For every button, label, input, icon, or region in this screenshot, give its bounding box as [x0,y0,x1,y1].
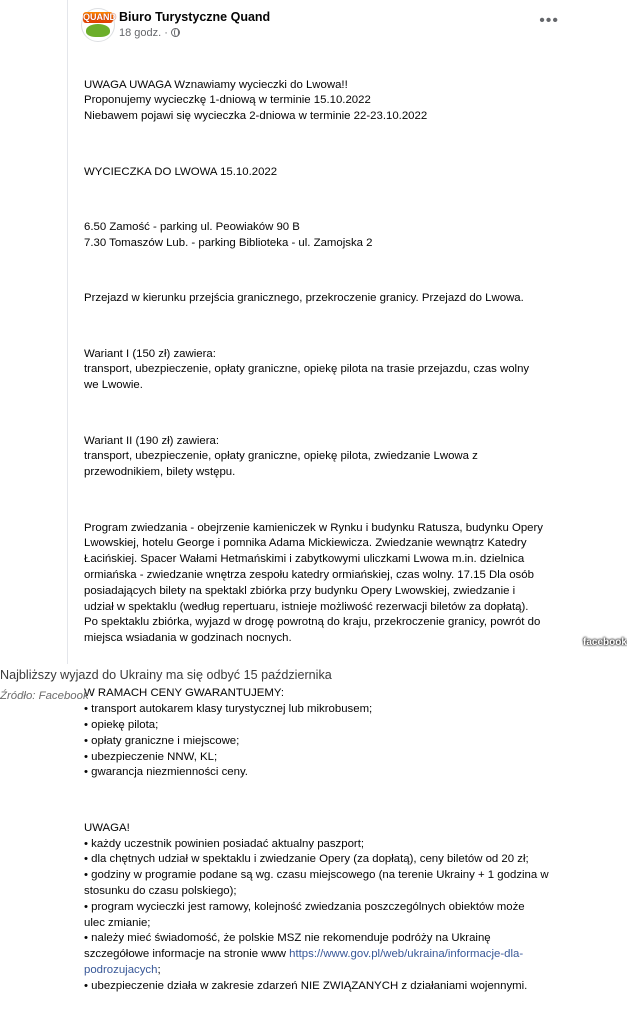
meta-separator: · [164,27,168,39]
page-name-link[interactable]: Biuro Turystyczne Quand [119,10,271,24]
post-paragraph: WYCIECZKA DO LWOWA 15.10.2022 [84,165,278,178]
post-paragraph: W RAMACH CENY GWARANTUJEMY: • transport autokarem klasy turystycznej lub mikrobusem; • opiekę pilota; • opłaty graniczne i miejscowe; • ubezpieczenie NNW, KL; • gwarancja niezmienności ceny. [84,687,373,779]
image-source: Źródło: Facebook [0,690,89,702]
globe-icon[interactable] [171,28,180,37]
page-avatar[interactable] [81,8,115,42]
image-caption: Najbliższy wyjazd do Ukrainy ma się odbyć 15 października [0,668,332,682]
post-paragraph: UWAGA UWAGA Wznawiamy wycieczki do Lwowa!! Proponujemy wycieczkę 1-dniową w terminie 15.10.2022 Niebawem pojawi się wycieczka 2-dniowa w terminie 22-23.10.2022 [84,78,428,123]
post-paragraph: Program zwiedzania - obejrzenie kamieniczek w Rynku i budynku Ratusza, budynku Opery Lwowskiej, hotelu George i pomnika Adama Mickiewicza. Zwiedzanie wewnątrz Katedry Łacińskiej. Spacer Wałami Hetmańskimi i zabytkowymi uliczkami Lwowa m.in. dzielnica ormiańska - zwiedzanie wnętrza zespołu katedry ormiańskiej, czas wolny. 17.15 Dla osób posiadających bilety na spektakl zbiórka przy budynku Opery Lwowskiej, zwiedzanie i udział w spektaklu (według repertuaru, istnieje możliwość rezerwacji biletów za dopłatą). Po spektaklu zbiórka, wyjazd w drogę powrotną do kraju, przekroczenie granicy, powrót do miejsca wsiadania w godzinach nocnych. [84,521,544,645]
facebook-watermark: facebook [583,637,627,648]
post-timestamp[interactable]: 18 godz. [119,27,162,39]
post-paragraph: Wariant II (190 zł) zawiera: transport, ubezpieczenie, opłaty graniczne, opiekę pilota, zwiedzanie Lwowa z przewodnikiem, bilety wstępu. [84,434,478,479]
warning-text: UWAGA! • każdy uczestnik powinien posiadać aktualny paszport; • dla chętnych udział w spektaklu i zwiedzanie Opery (za dopłatą), ceny biletów od 20 zł; • godziny w programie podane są wg. czasu miejscowego (na terenie Ukrainy + 1 godzina w stosunku do czasu polskiego); • program wycieczki jest ramowy, kolejność zwiedzania poszczególnych obiektów może ulec zmianie; • należy mieć świadomość, że polskie MSZ nie rekomenduje podróży na Ukrainę szczegółowe informacje na stronie www [84,821,549,961]
logo-leaf-icon [86,24,110,37]
warning-text-end: ; • ubezpieczenie działa w zakresie zdarzeń NIE ZWIĄZANYCH z działaniami wojennymi. [84,964,528,992]
post-paragraph: Wariant I (150 zł) zawiera: transport, ubezpieczenie, opłaty graniczne, opiekę pilota na trasie przejazdu, czas wolny we Lwowie. [84,347,530,392]
post-content [84,46,566,1034]
more-options-icon[interactable]: ••• [539,12,559,29]
post-header [68,0,573,44]
avatar-logo-text: QUAND [83,12,116,22]
post-paragraph: 6.50 Zamość - parking ul. Peowiaków 90 B 7.30 Tomaszów Lub. - parking Biblioteka - ul. Zamojska 2 [84,220,373,249]
post-paragraph: Przejazd w kierunku przejścia granicznego, przekroczenie granicy. Przejazd do Lwowa. [84,292,524,305]
post-meta [119,27,180,39]
msz-link[interactable]: https://www.gov.pl/web/ukraina/informacje-dla- podrozujacych [84,948,524,977]
warning-paragraph [84,821,566,995]
